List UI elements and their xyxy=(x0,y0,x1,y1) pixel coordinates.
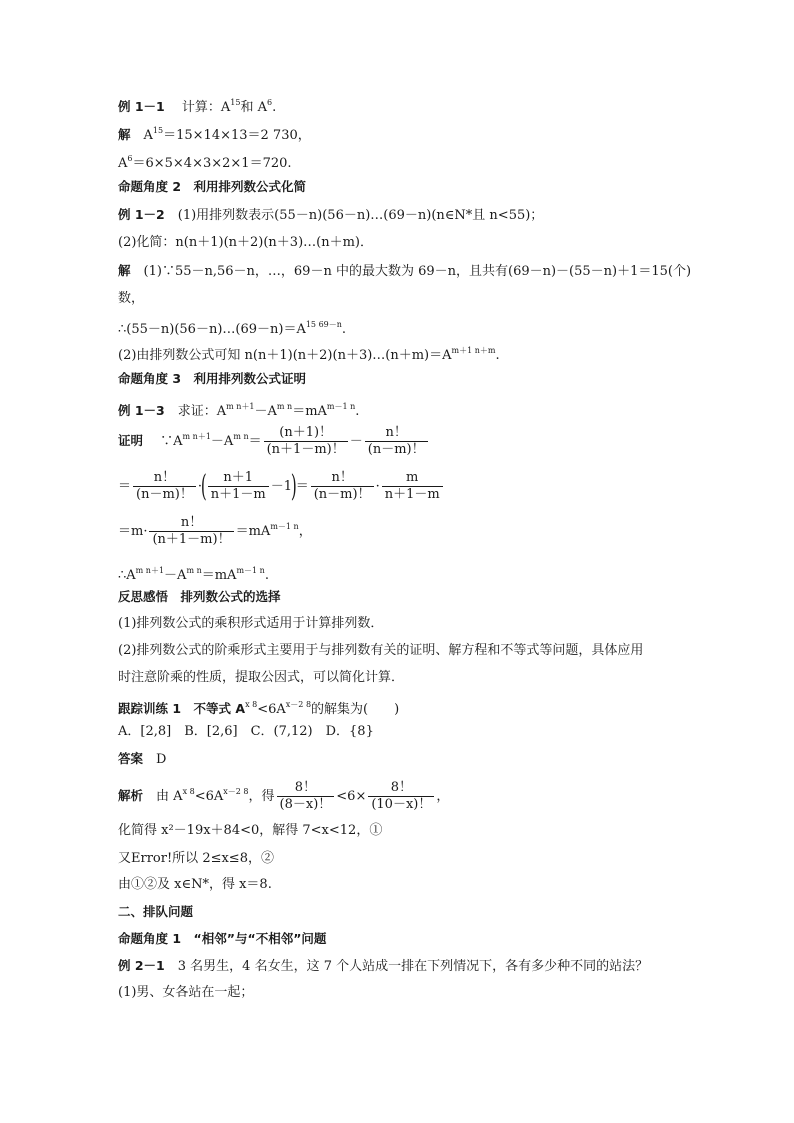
section-2-heading: 二、排队问题 xyxy=(118,904,194,919)
solution-1-2-cont: 数， xyxy=(118,291,145,306)
reflection-point-2-cont: 时注意阶乘的性质，提取公因式，可以简化计算． xyxy=(118,670,405,685)
tracking-exercise-1: 跟踪训练 1 不等式 $A^{x 8}<6A^{x-2 8}$的解集为( ) xyxy=(118,700,400,717)
reflection-point-1: (1)排列数公式的乘积形式适用于计算排列数． xyxy=(118,616,384,631)
answer-options: A．[2,8] B．[2,6] C．(7,12) D．{8} xyxy=(118,724,374,739)
proof-line-3: ＝m· $\frac{n!}{(n+1-m)!}$ $=mA^{m-1 n}$， xyxy=(118,515,312,547)
analysis-conclusion: 由①②及 x∈N*，得 x＝8. xyxy=(118,877,272,892)
solution-1-2: 解 (1)∵55－n,56－n，…，69－n 中的最大数为 69－n，且共有(69－n)－(55－n)＋1＝15(个) xyxy=(118,263,692,279)
answer: 答案 D xyxy=(118,751,167,767)
fraction: $\frac{n!}{(n-m)!}$ xyxy=(311,470,374,503)
fraction: $\frac{8!}{(8-x)!}$ xyxy=(277,780,335,813)
solution-1-2-part2: (2)由排列数公式可知 $n(n+1)(n+2)(n+3)\dots(n+m)=A^{m+1 n+m}$. xyxy=(118,346,500,363)
fraction: $\frac{n!}{(n+1-m)!}$ xyxy=(149,515,233,548)
solution-1-1-line2: $A^6=6\times 5\times 4\times 3\times 2\times 1=720$. xyxy=(118,154,292,171)
analysis-also: 又Error!所以 2≤x≤8，② xyxy=(118,851,274,866)
analysis-line-1: 解析 由 $A^{x 8}<6A^{x-2 8}$，得 $\frac{8!}{(8-x)!}$ <6× $\frac{8!}{(10-x)!}$ ， xyxy=(118,780,450,812)
proof-line-2: ＝ $\frac{n!}{(n-m)!}$ ·( $\frac{n+1}{n+1-m}$ －1)＝ $\frac{n!}{(n-m)!}$ · $\frac{m}{n+1-m}$ xyxy=(118,470,445,503)
solution-1-2-result: $\therefore(55-n)(56-n)\dots(69-n)=A^{15 69-n}$. xyxy=(118,320,347,337)
angle-2-heading: 命题角度 2 利用排列数公式化简 xyxy=(118,179,307,194)
fraction: $\frac{n+1}{n+1-m}$ xyxy=(208,470,269,503)
fraction: $\frac{m}{n+1-m}$ xyxy=(382,470,443,503)
example-1-3: 例 1－3 求证：$A^{m n+1}-A^{m n}=mA^{m-1 n}$. xyxy=(118,402,360,419)
example-label: 例 1－1 xyxy=(118,99,165,114)
example-1-2: 例 1－2 (1)用排列数表示(55－n)(56－n)…(69－n)(n∈N*且 n<55)； xyxy=(118,207,544,223)
proof-line-4: $\therefore A^{m n+1}-A^{m n}=mA^{m-1 n}$. xyxy=(118,566,269,583)
fraction: $\frac{n!}{(n-m)!}$ xyxy=(133,470,196,503)
example-2-1: 例 2－1 3 名男生，4 名女生，这 7 个人站成一排在下列情况下，各有多少种不同的站法？ xyxy=(118,958,649,974)
example-2-1-part1: (1)男、女各站在一起； xyxy=(118,985,254,1000)
fraction: $\frac{(n+1)!}{(n+1-m)!}$ xyxy=(264,425,348,458)
analysis-simplify: 化简得 x²－19x＋84<0，解得 7<x<12，① xyxy=(118,823,383,838)
example-1-1: 例 1－1 计算：$A^{15}$和 $A^6$. xyxy=(118,98,277,115)
fraction: $\frac{n!}{(n-m)!}$ xyxy=(365,425,428,458)
reflection-point-2: (2)排列数公式的阶乘形式主要用于与排列数有关的证明、解方程和不等式等问题，具体应用 xyxy=(118,643,644,658)
example-1-2-part2: (2)化简：n(n＋1)(n＋2)(n＋3)…(n＋m)． xyxy=(118,235,373,250)
solution-1-1: 解 $A^{15}=15\times 14\times 13=2$ 730， xyxy=(118,126,311,143)
fraction: $\frac{8!}{(10-x)!}$ xyxy=(368,780,434,813)
angle-3-heading: 命题角度 3 利用排列数公式证明 xyxy=(118,371,307,386)
reflection-heading: 反思感悟 排列数公式的选择 xyxy=(118,589,281,604)
proof-line-1: 证明 $\because A^{m n+1}-A^{m n}=$ $\frac{(n+1)!}{(n+1-m)!}$ － $\frac{n!}{(n-m)!}$ xyxy=(118,425,430,458)
angle-1-heading: 命题角度 1 “相邻”与“不相邻”问题 xyxy=(118,931,327,946)
